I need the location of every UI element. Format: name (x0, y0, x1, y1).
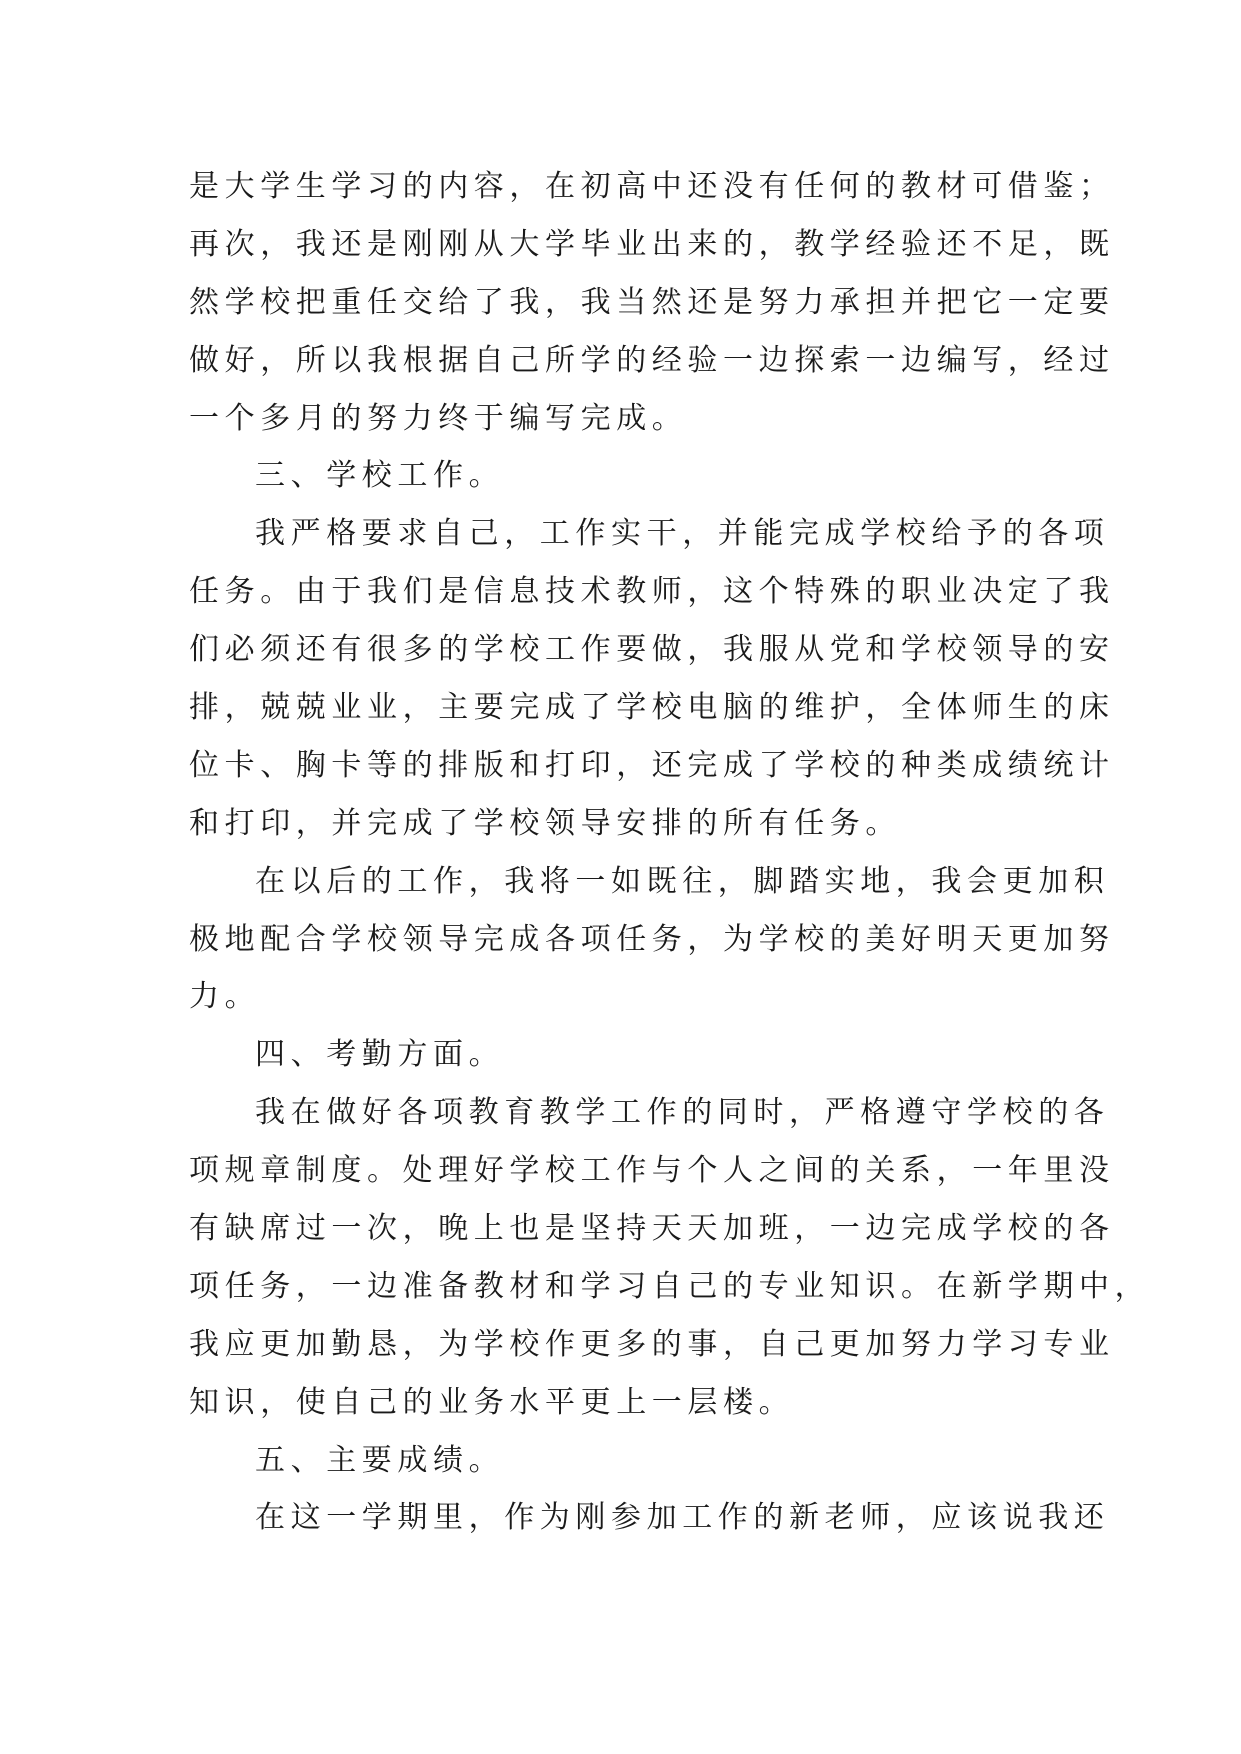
text-line: 项任务，一边准备教材和学习自己的专业知识。在新学期中， (189, 1268, 1151, 1304)
text-line: 任务。由于我们是信息技术教师，这个特殊的职业决定了我 (189, 574, 1115, 610)
text-line: 极地配合学校领导完成各项任务，为学校的美好明天更加努 (189, 921, 1115, 957)
document-body (189, 158, 1151, 1547)
text-line: 在这一学期里，作为刚参加工作的新老师，应该说我还 (255, 1500, 1110, 1536)
text-line: 是大学生学习的内容，在初高中还没有任何的教材可借鉴； (189, 169, 1115, 204)
text-line: 排，兢兢业业，主要完成了学校电脑的维护，全体师生的床 (189, 690, 1115, 726)
section-heading: 五、主要成绩。 (255, 1442, 505, 1478)
text-line: 做好，所以我根据自己所学的经验一边探索一边编写，经过 (189, 342, 1115, 378)
text-line: 力。 (189, 979, 261, 1015)
text-line: 有缺席过一次，晚上也是坚持天天加班，一边完成学校的各 (189, 1211, 1115, 1247)
text-line: 一个多月的努力终于编写完成。 (189, 400, 688, 436)
text-line: 我应更加勤恳，为学校作更多的事，自己更加努力学习专业 (189, 1326, 1115, 1362)
section-heading: 四、考勤方面。 (255, 1037, 505, 1073)
text-line: 我严格要求自己，工作实干，并能完成学校给予的各项 (255, 516, 1110, 552)
text-line: 然学校把重任交给了我，我当然还是努力承担并把它一定要 (189, 284, 1115, 320)
text-line: 在以后的工作，我将一如既往，脚踏实地，我会更加积 (255, 863, 1110, 899)
section-heading: 三、学校工作。 (255, 458, 505, 494)
text-line: 位卡、胸卡等的排版和打印，还完成了学校的种类成绩统计 (189, 747, 1115, 783)
text-line: 我在做好各项教育教学工作的同时，严格遵守学校的各 (255, 1095, 1110, 1131)
text-line: 再次，我还是刚刚从大学毕业出来的，教学经验还不足，既 (189, 226, 1115, 262)
text-line: 们必须还有很多的学校工作要做，我服从党和学校领导的安 (189, 632, 1115, 668)
text-line: 和打印，并完成了学校领导安排的所有任务。 (189, 805, 901, 841)
text-line: 项规章制度。处理好学校工作与个人之间的关系，一年里没 (189, 1153, 1115, 1189)
text-line: 知识，使自己的业务水平更上一层楼。 (189, 1384, 795, 1420)
